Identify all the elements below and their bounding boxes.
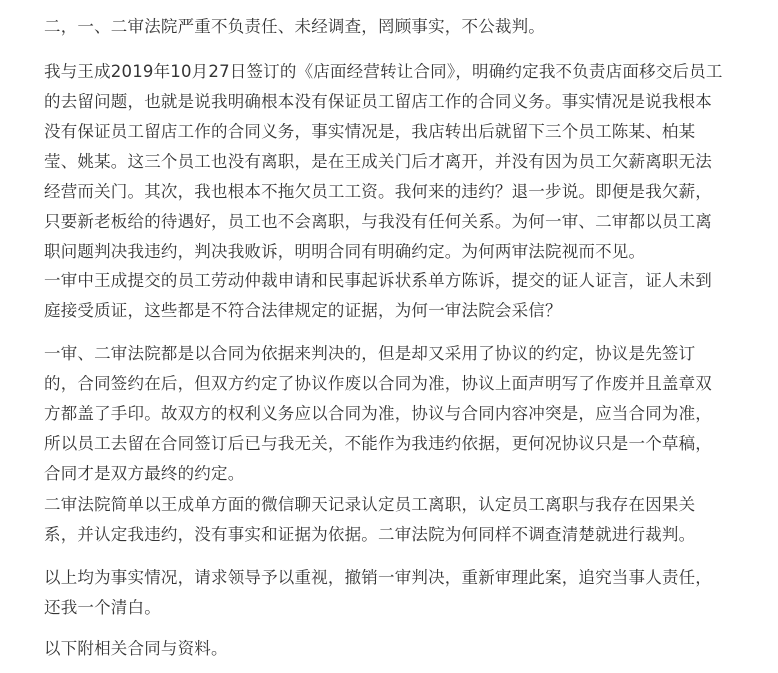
text-line: 所以员工去留在合同签订后已与我无关，不能作为我违约依据，更何况协议只是一个草稿， xyxy=(44,434,712,453)
paragraph-agreement xyxy=(44,339,750,489)
paragraph-evidence xyxy=(44,266,750,326)
text-line: 没有保证员工留店工作的合同义务，事实情况是，我店转出后就留下三个员工陈某、柏某 xyxy=(44,122,696,141)
text-line: 莹、姚某。这三个员工也没有离职，是在王成关门后才离开，并没有因为员工欠薪离职无法 xyxy=(44,152,712,171)
paragraph-request xyxy=(44,563,750,623)
text-line: 一审、二审法院都是以合同为依据来判决的，但是却又采用了协议的约定，协议是先签订 xyxy=(44,344,696,363)
text-line: 还我一个清白。 xyxy=(44,598,161,617)
text-line: 二审法院简单以王成单方面的微信聊天记录认定员工离职，认定员工离职与我存在因果关 xyxy=(44,495,696,514)
text-line: 只要新老板给的待遇好，员工也不会离职，与我没有任何关系。为何一审、二审都以员工离 xyxy=(44,212,712,231)
paragraph-second-trial xyxy=(44,490,750,550)
text-line: 经营而关门。其次，我也根本不拖欠员工工资。我何来的违约？退一步说。即便是我欠薪， xyxy=(44,182,712,201)
text-line: 的去留问题，也就是说我明确根本没有保证员工留店工作的合同义务。事实情况是说我根本 xyxy=(44,92,712,111)
text-line: 一审中王成提交的员工劳动仲裁申请和民事起诉状系单方陈诉，提交的证人证言，证人未到 xyxy=(44,271,712,290)
text-line: 合同才是双方最终的约定。 xyxy=(44,464,245,483)
text-line: 以上均为事实情况，请求领导予以重视，撤销一审判决，重新审理此案，追究当事人责任， xyxy=(44,568,712,587)
text-line: 职问题判决我违约，判决我败诉，明明合同有明确约定。为何两审法院视而不见。 xyxy=(44,242,646,261)
text-line: 以下附相关合同与资料。 xyxy=(44,639,228,658)
paragraph-attachments xyxy=(44,634,750,664)
text-line: 的，合同签约在后，但双方约定了协议作废以合同为准，协议上面声明写了作废并且盖章双 xyxy=(44,374,712,393)
text-line: 系，并认定我违约，没有事实和证据为依据。二审法院为何同样不调查清楚就进行裁判。 xyxy=(44,525,696,544)
section-heading: 二，一、二审法院严重不负责任、未经调查，罔顾事实，不公裁判。 xyxy=(44,17,545,36)
paragraph-contract-terms xyxy=(44,57,750,267)
text-line: 庭接受质证，这些都是不符合法律规定的证据，为何一审法院会采信？ xyxy=(44,301,562,320)
text-line: 我与王成2019年10月27日签订的《店面经营转让合同》，明确约定我不负责店面移交后员工 xyxy=(44,62,723,81)
text-line: 方都盖了手印。故双方的权利义务应以合同为准，协议与合同内容冲突是，应当合同为准， xyxy=(44,404,712,423)
